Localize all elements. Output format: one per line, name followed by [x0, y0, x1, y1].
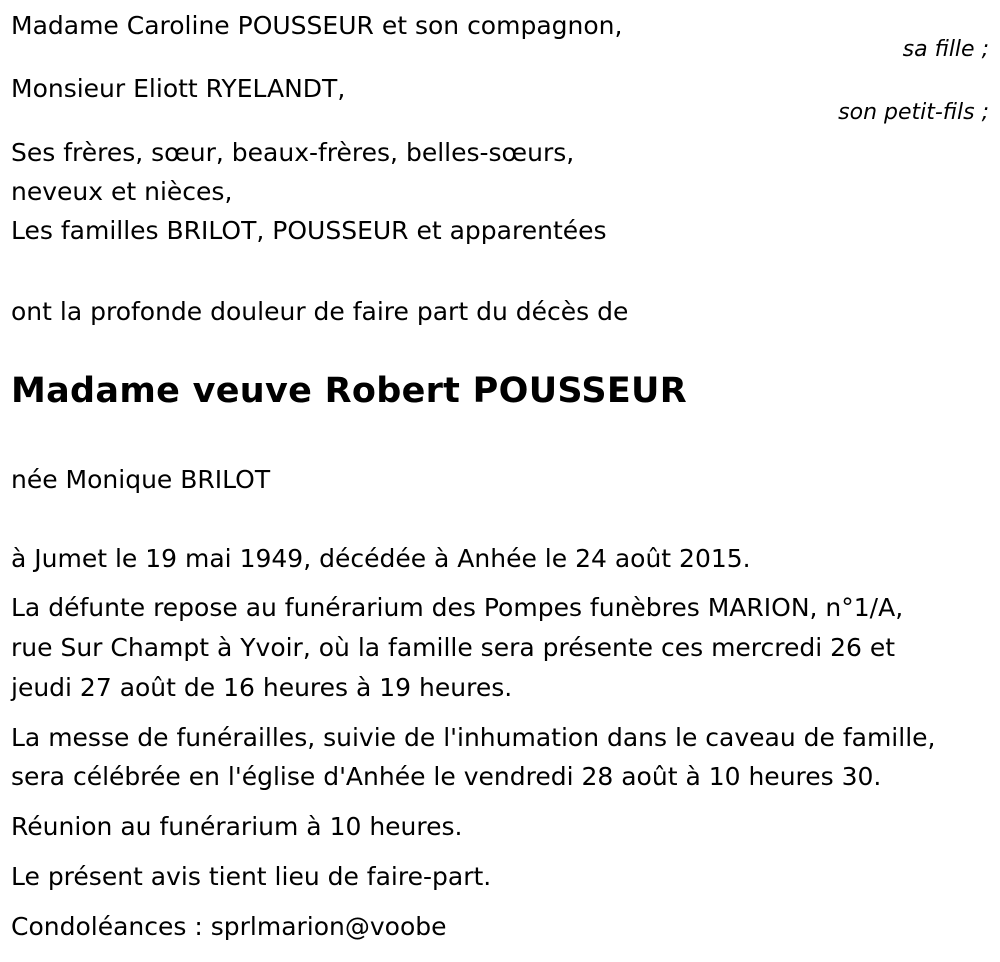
daughter-relation: sa fille ; — [902, 37, 989, 62]
repose-line-1: La défunte repose au funérarium des Pompes funèbres MARION, n°1/A, — [11, 593, 904, 622]
funeral-line-1: La messe de funérailles, suivie de l'inhumation dans le caveau de famille, — [11, 723, 936, 752]
grandson-line: Monsieur Eliott RYELANDT, — [11, 74, 346, 103]
daughter-line: Madame Caroline POUSSEUR et son compagnon, — [11, 11, 623, 40]
siblings-line-2: neveux et nièces, — [11, 177, 233, 206]
meeting-line: Réunion au funérarium à 10 heures. — [11, 812, 463, 841]
deceased-name: Madame veuve Robert POUSSEUR — [11, 371, 688, 411]
siblings-line-1: Ses frères, sœur, beaux-frères, belles-sœurs, — [11, 138, 575, 167]
maiden-name: née Monique BRILOT — [11, 465, 271, 494]
grandson-relation: son petit-fils ; — [838, 100, 989, 125]
repose-line-2: rue Sur Champt à Yvoir, où la famille sera présente ces mercredi 26 et — [11, 633, 896, 662]
repose-line-3: jeudi 27 août de 16 heures à 19 heures. — [11, 673, 513, 702]
announcement-text: ont la profonde douleur de faire part du décès de — [11, 297, 629, 326]
notice-line: Le présent avis tient lieu de faire-part. — [11, 862, 492, 891]
condolences-line: Condoléances : sprlmarion@voobe — [11, 912, 447, 941]
funeral-line-2: sera célébrée en l'église d'Anhée le vendredi 28 août à 10 heures 30. — [11, 762, 882, 791]
siblings-line-3: Les familles BRILOT, POUSSEUR et apparentées — [11, 216, 607, 245]
birth-death-line: à Jumet le 19 mai 1949, décédée à Anhée le 24 août 2015. — [11, 544, 751, 573]
